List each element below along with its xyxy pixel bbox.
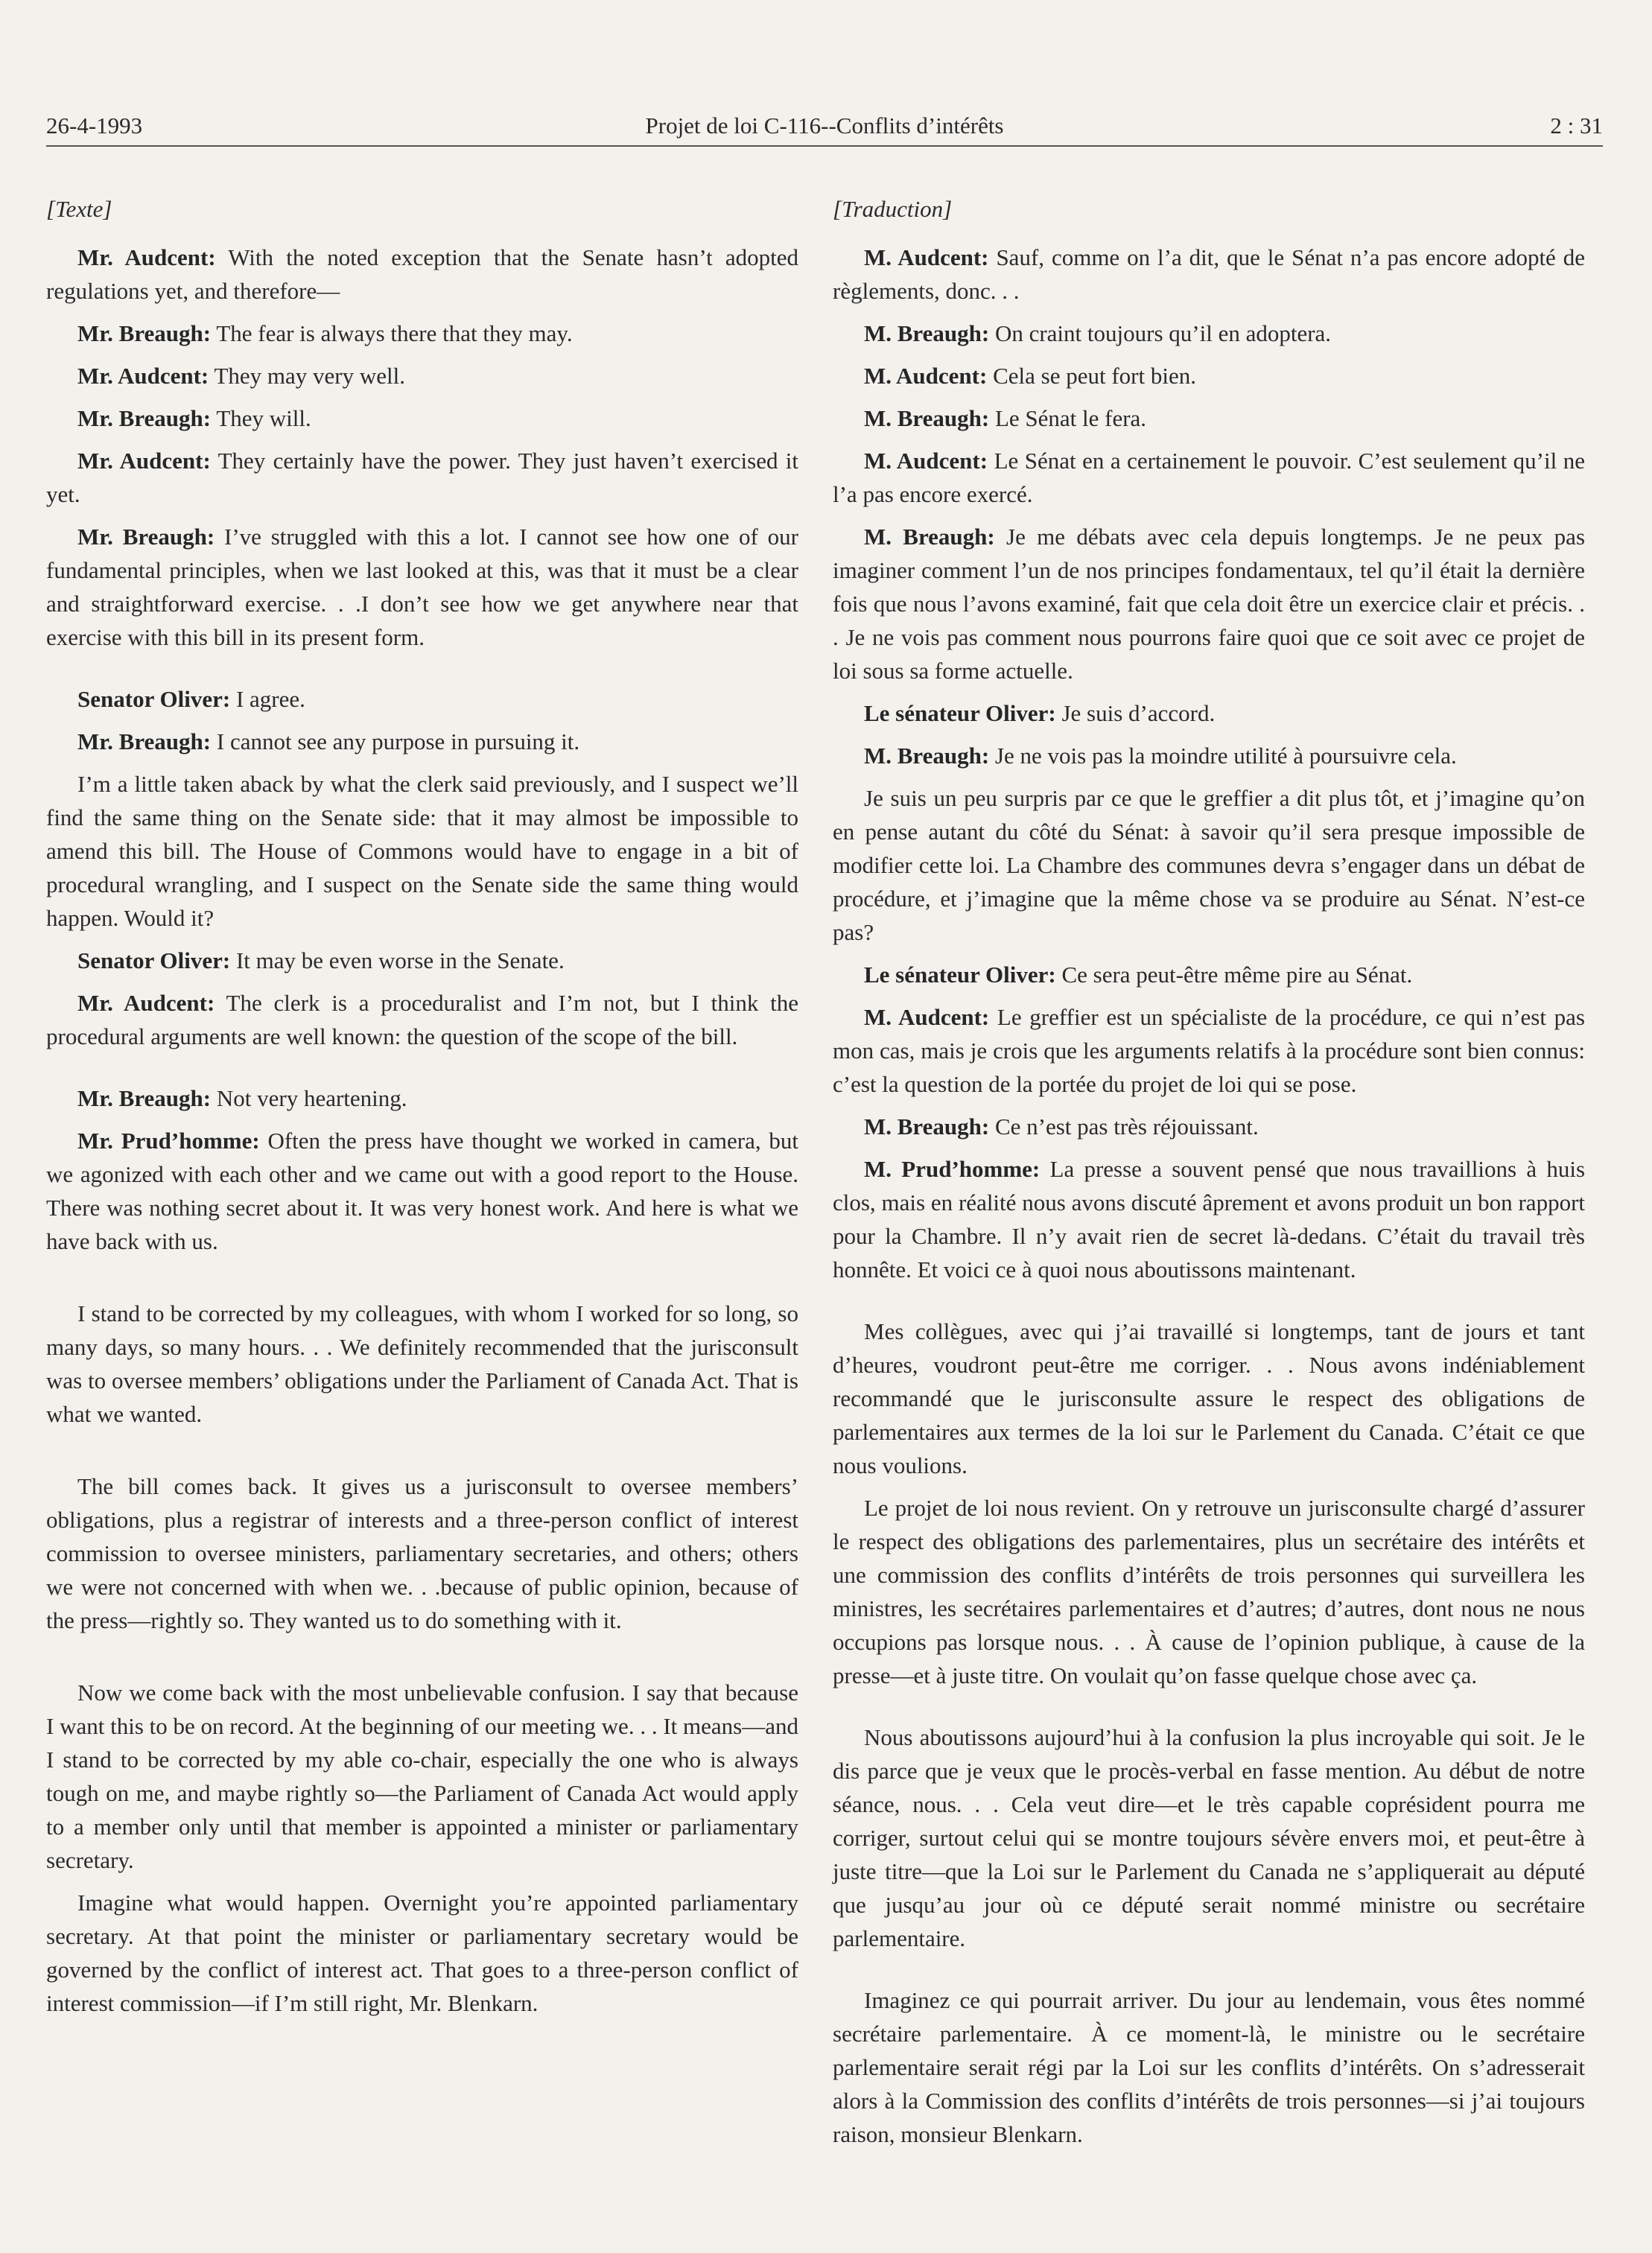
- paragraph: [833, 781, 1585, 949]
- paragraph: [46, 1124, 798, 1258]
- speaker-name: Mr. Audcent:: [77, 244, 216, 270]
- paragraph: [833, 1491, 1585, 1692]
- paragraph: [833, 1983, 1585, 2151]
- speech-text: I cannot see any purpose in pursuing it.: [211, 728, 580, 754]
- paragraph: [833, 696, 1585, 730]
- speaker-name: M. Breaugh:: [864, 320, 990, 346]
- speech-text: Nous aboutissons aujourd’hui à la confusion la plus incroyable qui soit. Je le dis parce que je veux que le procès-verbal en fasse mention. Au début de notre séance, nous. . . Cela veut dire—et le très capable coprésident pourra me corriger, surtout celui qui se montre toujours sévère envers moi, et peut-être à juste titre—que la Loi sur le Parlement du Canada ne s’appliquerait au député que jusqu’au jour où ce député serait nommé ministre ou secrétaire parlementaire.: [833, 1724, 1585, 1951]
- speaker-name: Mr. Audcent:: [77, 448, 211, 474]
- speech-text: Le Sénat le fera.: [989, 405, 1147, 431]
- speaker-name: Mr. Breaugh:: [77, 1085, 212, 1111]
- speaker-name: Mr. Breaugh:: [77, 320, 212, 346]
- speech-text: I’ve struggled with this a lot. I cannot see how one of our fundamental principles, when we last looked at this, was that it must be a clear and straightforward exercise. . .I don’t see how we get anywhere near that exercise with this bill in its present form.: [46, 524, 798, 650]
- paragraph: [833, 1315, 1585, 1482]
- speech-text: Cela se peut fort bien.: [987, 363, 1196, 389]
- speech-text: Je suis d’accord.: [1055, 700, 1216, 726]
- speaker-name: M. Prud’homme:: [864, 1156, 1041, 1182]
- speech-text: Not very heartening.: [211, 1085, 407, 1111]
- speaker-name: Mr. Audcent:: [77, 363, 209, 389]
- paragraph: [46, 986, 798, 1053]
- page-header: [46, 108, 1603, 147]
- speech-text: Ce sera peut-être même pire au Sénat.: [1055, 962, 1413, 988]
- speaker-name: Senator Oliver:: [77, 686, 231, 712]
- speech-text: Now we come back with the most unbelievable confusion. I say that because I want this to be on record. At the beginning of our meeting we. . . It means—and I stand to be corrected by my able co-chair, especially the one who is always tough on me, and maybe rightly so—the Parliament of Canada Act would apply to a member only until that member is appointed a minister or parliamentary secretary.: [46, 1680, 798, 1873]
- speech-text: Ce n’est pas très réjouissant.: [989, 1113, 1259, 1140]
- header-page-number: 2 : 31: [1550, 112, 1603, 139]
- speech-text: Je me débats avec cela depuis longtemps. Je ne peux pas imaginer comment l’un de nos principes fondamentaux, tel qu’il était la dernière fois que nous l’avons examiné, fait que cela doit être un exercice clair et précis. . . Je ne vois pas comment nous pourrons faire quoi que ce soit avec ce projet de loi sous sa forme actuelle.: [833, 524, 1586, 684]
- speaker-name: Mr. Audcent:: [77, 990, 215, 1016]
- paragraph: [46, 1081, 798, 1115]
- paragraph: [833, 958, 1585, 991]
- french-column: [833, 192, 1585, 2160]
- paragraph: [833, 739, 1585, 772]
- speech-text: They may very well.: [209, 363, 405, 389]
- speech-text: Le greffier est un spécialiste de la procédure, ce qui n’est pas mon cas, mais je crois que les arguments relatifs à la procédure sont bien connus: c’est la question de la portée du projet de loi qui se pose.: [833, 1004, 1585, 1097]
- speaker-name: M. Breaugh:: [864, 1113, 990, 1140]
- paragraph: [46, 1676, 798, 1877]
- paragraph: [833, 1152, 1585, 1286]
- paragraph: [833, 1110, 1585, 1143]
- speech-text: Je suis un peu surpris par ce que le greffier a dit plus tôt, et j’imagine qu’on en pense autant du côté du Sénat: à savoir qu’il sera presque impossible de modifier cette loi. La Chambre des communes devra s’engager dans un débat de procédure, et j’imagine que la même chose va se produire au Sénat. N’est-ce pas?: [833, 785, 1585, 945]
- speech-text: La presse a souvent pensé que nous travaillions à huis clos, mais en réalité nous avons discuté âprement et avons produit un bon rapport pour la Chambre. Il n’y avait rien de secret là-dedans. C’était du travail très honnête. Et voici ce à quoi nous aboutissons maintenant.: [833, 1156, 1586, 1283]
- speech-text: Je ne vois pas la moindre utilité à poursuivre cela.: [989, 743, 1457, 769]
- paragraph: [833, 444, 1585, 511]
- speaker-name: M. Audcent:: [864, 363, 988, 389]
- column-tag: [Texte]: [46, 196, 112, 222]
- speaker-name: Mr. Breaugh:: [77, 728, 212, 754]
- paragraph: [46, 401, 798, 435]
- paragraph: [833, 1720, 1585, 1955]
- speech-text: They certainly have the power. They just haven’t exercised it yet.: [46, 448, 798, 507]
- paragraph: [833, 317, 1585, 350]
- speech-text: Sauf, comme on l’a dit, que le Sénat n’a pas encore adopté de règlements, donc. . .: [833, 244, 1586, 304]
- paragraph: [46, 1297, 798, 1431]
- speaker-name: M. Audcent:: [864, 448, 988, 474]
- speaker-name: M. Audcent:: [864, 1004, 990, 1030]
- paragraph: [46, 520, 798, 654]
- paragraph: [833, 359, 1585, 393]
- paragraph: [46, 241, 798, 308]
- paragraph: [833, 1000, 1585, 1101]
- paragraph: [46, 1886, 798, 2020]
- speech-text: I’m a little taken aback by what the clerk said previously, and I suspect we’ll find the same thing on the Senate side: that it may almost be impossible to amend this bill. The House of Commons would have to engage in a bit of procedural wrangling, and I suspect on the Senate side the same thing would happen. Would it?: [46, 771, 798, 931]
- speaker-name: M. Breaugh:: [864, 524, 995, 550]
- speech-text: The clerk is a proceduralist and I’m not, but I think the procedural arguments are well known: the question of the scope of the bill.: [46, 990, 798, 1049]
- speech-text: It may be even worse in the Senate.: [230, 947, 565, 973]
- speech-text: On craint toujours qu’il en adoptera.: [989, 320, 1332, 346]
- column-tag: [Traduction]: [833, 196, 953, 222]
- speaker-name: Mr. Prud’homme:: [77, 1128, 260, 1154]
- english-column: [46, 192, 798, 2029]
- speech-text: Le Sénat en a certainement le pouvoir. C’est seulement qu’il ne l’a pas encore exercé.: [833, 448, 1585, 507]
- speech-text: The fear is always there that they may.: [211, 320, 573, 346]
- paragraph: [46, 944, 798, 977]
- speech-text: Mes collègues, avec qui j’ai travaillé si longtemps, tant de jours et tant d’heures, voudront peut-être me corriger. . . Nous avons indéniablement recommandé que le jurisconsulte assure le respect des obligations de parlementaires aux termes de la loi sur le Parlement du Canada. C’était ce que nous voulions.: [833, 1318, 1585, 1478]
- paragraph: [46, 767, 798, 935]
- speech-text: Often the press have thought we worked in camera, but we agonized with each other and we came out with a good report to the House. There was nothing secret about it. It was very honest work. And here is what we have back with us.: [46, 1128, 798, 1254]
- speaker-name: M. Breaugh:: [864, 743, 990, 769]
- speaker-name: Mr. Breaugh:: [77, 405, 212, 431]
- speech-text: Le projet de loi nous revient. On y retrouve un jurisconsulte chargé d’assurer le respect des obligations des parlementaires, plus un secrétaire des intérêts et une commission des conflits d’intérêts de trois personnes qui surveillera les ministres, les secrétaires parlementaires et d’autres; d’autres, dont nous ne nous occupions pas lorsque nous. . . À cause de l’opinion publique, à cause de la presse—et à juste titre. On voulait qu’on fasse quelque chose avec ça.: [833, 1495, 1585, 1688]
- speech-text: I agree.: [230, 686, 305, 712]
- paragraph: [46, 444, 798, 511]
- paragraph: [833, 520, 1585, 687]
- speech-text: They will.: [211, 405, 311, 431]
- speaker-name: Le sénateur Oliver:: [864, 962, 1056, 988]
- speaker-name: Le sénateur Oliver:: [864, 700, 1056, 726]
- speech-text: The bill comes back. It gives us a jurisconsult to oversee members’ obligations, plus a registrar of interests and a three-person conflict of interest commission to oversee ministers, parliamentary secretaries, and others; others we were not concerned with when we. . .because of public opinion, because of the press—rightly so. They wanted us to do something with it.: [46, 1473, 798, 1633]
- paragraph: [46, 359, 798, 393]
- paragraph: [833, 241, 1585, 308]
- header-title: Projet de loi C-116--Conflits d’intérêts: [645, 112, 1004, 139]
- paragraph: [46, 1469, 798, 1637]
- speaker-name: M. Audcent:: [864, 244, 989, 270]
- speech-text: With the noted exception that the Senate hasn’t adopted regulations yet, and therefore—: [46, 244, 798, 304]
- paragraph: [46, 317, 798, 350]
- speaker-name: Senator Oliver:: [77, 947, 231, 973]
- speaker-name: M. Breaugh:: [864, 405, 990, 431]
- speech-text: Imagine what would happen. Overnight you’re appointed parliamentary secretary. At that point the minister or parliamentary secretary would be governed by the conflict of interest act. That goes to a three-person conflict of interest commission—if I’m still right, Mr. Blenkarn.: [46, 1890, 798, 2016]
- speech-text: Imaginez ce qui pourrait arriver. Du jour au lendemain, vous êtes nommé secrétaire parlementaire. À ce moment-là, le ministre ou le secrétaire parlementaire serait régi par la Loi sur les conflits d’intérêts. On s’adresserait alors à la Commission des conflits d’intérêts de trois personnes—si j’ai toujours raison, monsieur Blenkarn.: [833, 1987, 1585, 2147]
- speaker-name: Mr. Breaugh:: [77, 524, 215, 550]
- paragraph: [46, 682, 798, 716]
- header-date: 26-4-1993: [46, 112, 143, 139]
- paragraph: [833, 401, 1585, 435]
- speech-text: I stand to be corrected by my colleagues, with whom I worked for so long, so many days, so many hours. . . We definitely recommended that the jurisconsult was to oversee members’ obligations under the Parliament of Canada Act. That is what we wanted.: [46, 1300, 798, 1427]
- paragraph: [46, 725, 798, 758]
